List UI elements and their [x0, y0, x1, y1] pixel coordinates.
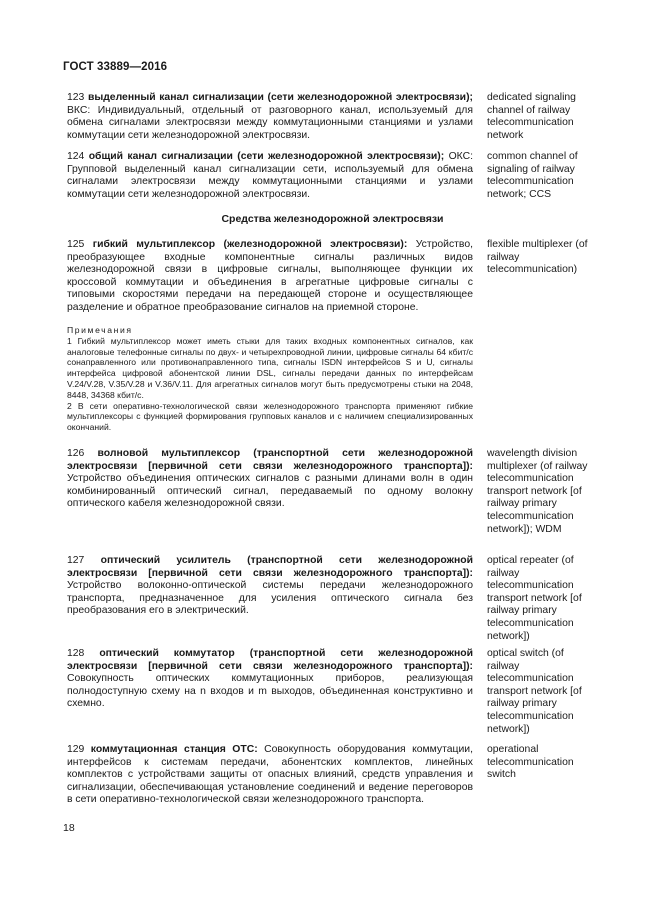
- term-english: flexible multiplexer (of railway telecommunication): [487, 239, 588, 276]
- term-definition: Совокупность оборудования коммутации, интерфейсов к системам передачи, абонентских комплектов, линейных комплектов с устройствами защиты от опасных влияний, средств управления и сигнализации, обеспечивающая установление соединений и ведение переговоров в сети оперативно-технологической связи железнодорожного транспорта.: [67, 744, 473, 806]
- notes-heading: Примечания: [67, 325, 133, 335]
- term-number: 125: [67, 239, 93, 250]
- term-definition: Устройство объединения оптических сигналов с разными длинами волн в один комбинированный оптический сигнал, передаваемый по одному волокну оптического кабеля железнодорожной связи.: [67, 473, 473, 510]
- term-definition: Устройство волоконно-оптической системы передачи железнодорожного транспорта, предназначенное для усиления оптического сигнала без преобразования его в электрический.: [67, 580, 473, 617]
- term-number: 129: [67, 744, 91, 755]
- note-item: 2 В сети оперативно-технологической связи железнодорожного транспорта применяют гибкие мультиплексоры с функцией формирования групповых каналов и с наличием специализированных окончаний.: [67, 400, 473, 433]
- section-title: Средства железнодорожной электросвязи: [221, 213, 444, 225]
- term-english: optical switch (of railway telecommunication transport network [of railway primary telecommunication network]): [487, 648, 582, 735]
- term-definition-ru: [67, 448, 473, 511]
- term-number: 123: [67, 92, 88, 103]
- term-definition: Совокупность оптических коммутационных приборов, реализующая полнодоступную схему на n входов и m выходов, объединенная конструктивно и схемно.: [67, 673, 473, 710]
- term-name: оптический коммутатор (транспортной сети железнодорожной электросвязи [первичной сети связи железнодорожного транспорта]):: [67, 648, 473, 672]
- term-definition: ВКС: Индивидуальный, отдельный от разговорного канал, используемый для обмена сигналами электросвязи между коммутационными станциями и узлами коммутации сети железнодорожной электросвязи.: [67, 104, 473, 141]
- term-number: 126: [67, 448, 98, 459]
- term-name: коммутационная станция ОТС:: [90, 744, 258, 755]
- term-definition-ru: [67, 744, 473, 807]
- term-english: common channel of signaling of railway telecommunication network; CCS: [487, 151, 578, 200]
- term-name: гибкий мультиплексор (железнодорожной электросвязи):: [92, 239, 408, 250]
- term-definition: ОКС: Групповой выделенный канал сигнализации сети, используемый для обмена сигналами электросвязи между коммутационными станциями и узлами коммутации сети железнодорожной электросвязи.: [67, 151, 474, 200]
- term-name: волновой мультиплексор (транспортной сети железнодорожной электросвязи [первичной сети связи железнодорожного транспорта]):: [67, 448, 473, 472]
- term-english: dedicated signaling channel of railway telecommunication network: [487, 92, 576, 141]
- term-name: общий канал сигнализации (сети железнодорожной электросвязи);: [88, 151, 445, 162]
- term-definition-ru: [67, 648, 473, 711]
- term-name: выделенный канал сигнализации (сети железнодорожной электросвязи);: [87, 92, 473, 103]
- term-english: wavelength division multiplexer (of railway telecommunication transport network [of railway primary telecommunication network]); WDM: [487, 448, 588, 535]
- term-definition-ru: [67, 239, 473, 315]
- term-english: operational telecommunication switch: [487, 744, 574, 781]
- page-number: 18: [63, 822, 75, 834]
- term-definition-ru: [67, 151, 473, 201]
- term-number: 128: [67, 648, 100, 659]
- term-english: optical repeater (of railway telecommunication transport network [of railway primary telecommunication network]): [487, 555, 582, 642]
- term-name: оптический усилитель (транспортной сети железнодорожной электросвязи [первичной сети связи железнодорожного транспорта]):: [67, 555, 473, 579]
- term-number: 124: [67, 151, 89, 162]
- note-item: 1 Гибкий мультиплексор может иметь стыки для таких входных компонентных сигналов, как аналоговые телефонные сигналы по двух- и четырехпроводной линии, цифровые сигналы 64 кбит/с сонаправленного или противонаправленного типа, сигналы ISDN интерфейсов S и U, сигналы интерфейса цифровой абонентской линии DSL, сигналы передачи данных по интерфейсам V.24/V.28, V.35/V.28 и V.36/V.11. Для агрегатных сигналов могут быть предусмотрены стыки на 2048, 8448, 34368 кбит/с.: [67, 335, 473, 400]
- term-definition: Устройство, преобразующее входные компонентные сигналы различных видов железнодорожной связи в цифровые сигналы, выполняющее функции их кроссовой коммутации и объединения в агрегатные цифровые сигналы с типовыми скоростями передачи на передающей стороне и осуществляющее разделение и обратное преобразование сигналов на приемной стороне.: [67, 239, 473, 313]
- standard-header: ГОСТ 33889—2016: [63, 61, 168, 73]
- term-definition-ru: [67, 92, 473, 142]
- term-definition-ru: [67, 555, 473, 618]
- term-number: 127: [67, 555, 101, 566]
- notes-block: [67, 325, 473, 433]
